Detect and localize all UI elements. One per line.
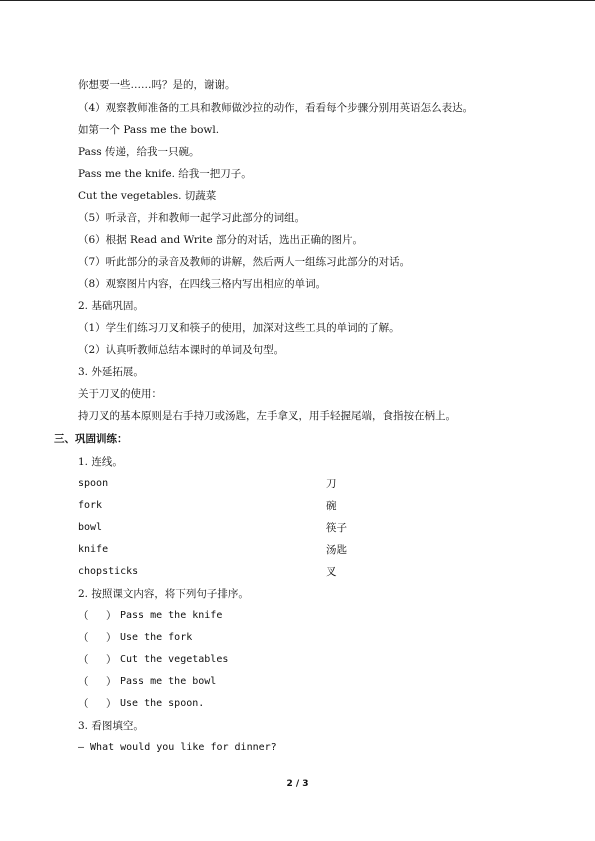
page-top-border xyxy=(0,0,595,1)
order-blank-close: ） xyxy=(106,610,117,622)
match-english-item: knife xyxy=(78,544,109,555)
match-chinese-item: 汤匙 xyxy=(326,544,347,556)
match-english-item: bowl xyxy=(78,522,103,533)
text-line: （4）观察教师准备的工具和教师做沙拉的动作，看看每个步骤分别用英语怎么表达。 xyxy=(78,102,474,114)
section-heading: 三、巩固训练： xyxy=(54,433,128,445)
order-blank-close: ） xyxy=(106,654,117,666)
order-item: Pass me the bowl xyxy=(120,676,217,687)
match-chinese-item: 叉 xyxy=(326,566,337,578)
match-chinese-item: 筷子 xyxy=(326,522,347,534)
order-blank-open: （ xyxy=(78,632,89,644)
page-number: 2 / 3 xyxy=(286,779,309,789)
order-blank-open: （ xyxy=(78,698,89,710)
order-blank-open: （ xyxy=(78,654,89,666)
text-line: （8）观察图片内容，在四线三格内写出相应的单词。 xyxy=(78,278,327,290)
text-line: 你想要一些……吗？是的，谢谢。 xyxy=(78,79,236,91)
order-blank-close: ） xyxy=(106,632,117,644)
text-line: （5）听录音，并和教师一起学习此部分的词组。 xyxy=(78,212,306,224)
text-line: 如第一个 Pass me the bowl. xyxy=(78,124,220,136)
text-line: 2. 基础巩固。 xyxy=(78,300,144,312)
match-chinese-item: 刀 xyxy=(326,478,337,490)
text-line: （1）学生们练习刀叉和筷子的使用，加深对这些工具的单词的了解。 xyxy=(78,322,400,334)
text-line: Cut the vegetables. 切蔬菜 xyxy=(78,190,217,202)
order-blank-open: （ xyxy=(78,610,89,622)
order-item: Use the spoon. xyxy=(120,698,205,709)
order-blank-open: （ xyxy=(78,676,89,688)
question-3: 3. 看图填空。 xyxy=(78,720,144,732)
dialogue-line: — What would you like for dinner? xyxy=(78,742,277,753)
text-line: Pass me the knife. 给我一把刀子。 xyxy=(78,168,252,180)
text-line: 持刀叉的基本原则是右手持刀或汤匙，左手拿叉，用手轻握尾端，食指按在柄上。 xyxy=(78,410,456,422)
text-line: （2）认真听教师总结本课时的单词及句型。 xyxy=(78,344,285,356)
text-line: 关于刀叉的使用： xyxy=(78,388,162,400)
match-english-item: spoon xyxy=(78,478,109,489)
text-line: （7）听此部分的录音及教师的讲解，然后两人一组练习此部分的对话。 xyxy=(78,256,411,268)
text-line: Pass 传递，给我一只碗。 xyxy=(78,146,200,158)
order-blank-close: ） xyxy=(106,698,117,710)
text-line: 3. 外延拓展。 xyxy=(78,366,144,378)
order-item: Cut the vegetables xyxy=(120,654,229,665)
match-chinese-item: 碗 xyxy=(326,500,337,512)
match-english-item: chopsticks xyxy=(78,566,139,577)
question-2: 2. 按照课文内容，将下列句子排序。 xyxy=(78,588,249,600)
text-line: （6）根据 Read and Write 部分的对话，选出正确的图片。 xyxy=(78,234,364,246)
order-item: Use the fork xyxy=(120,632,193,643)
order-item: Pass me the knife xyxy=(120,610,223,621)
match-english-item: fork xyxy=(78,500,103,511)
question-1: 1. 连线。 xyxy=(78,456,123,468)
order-blank-close: ） xyxy=(106,676,117,688)
